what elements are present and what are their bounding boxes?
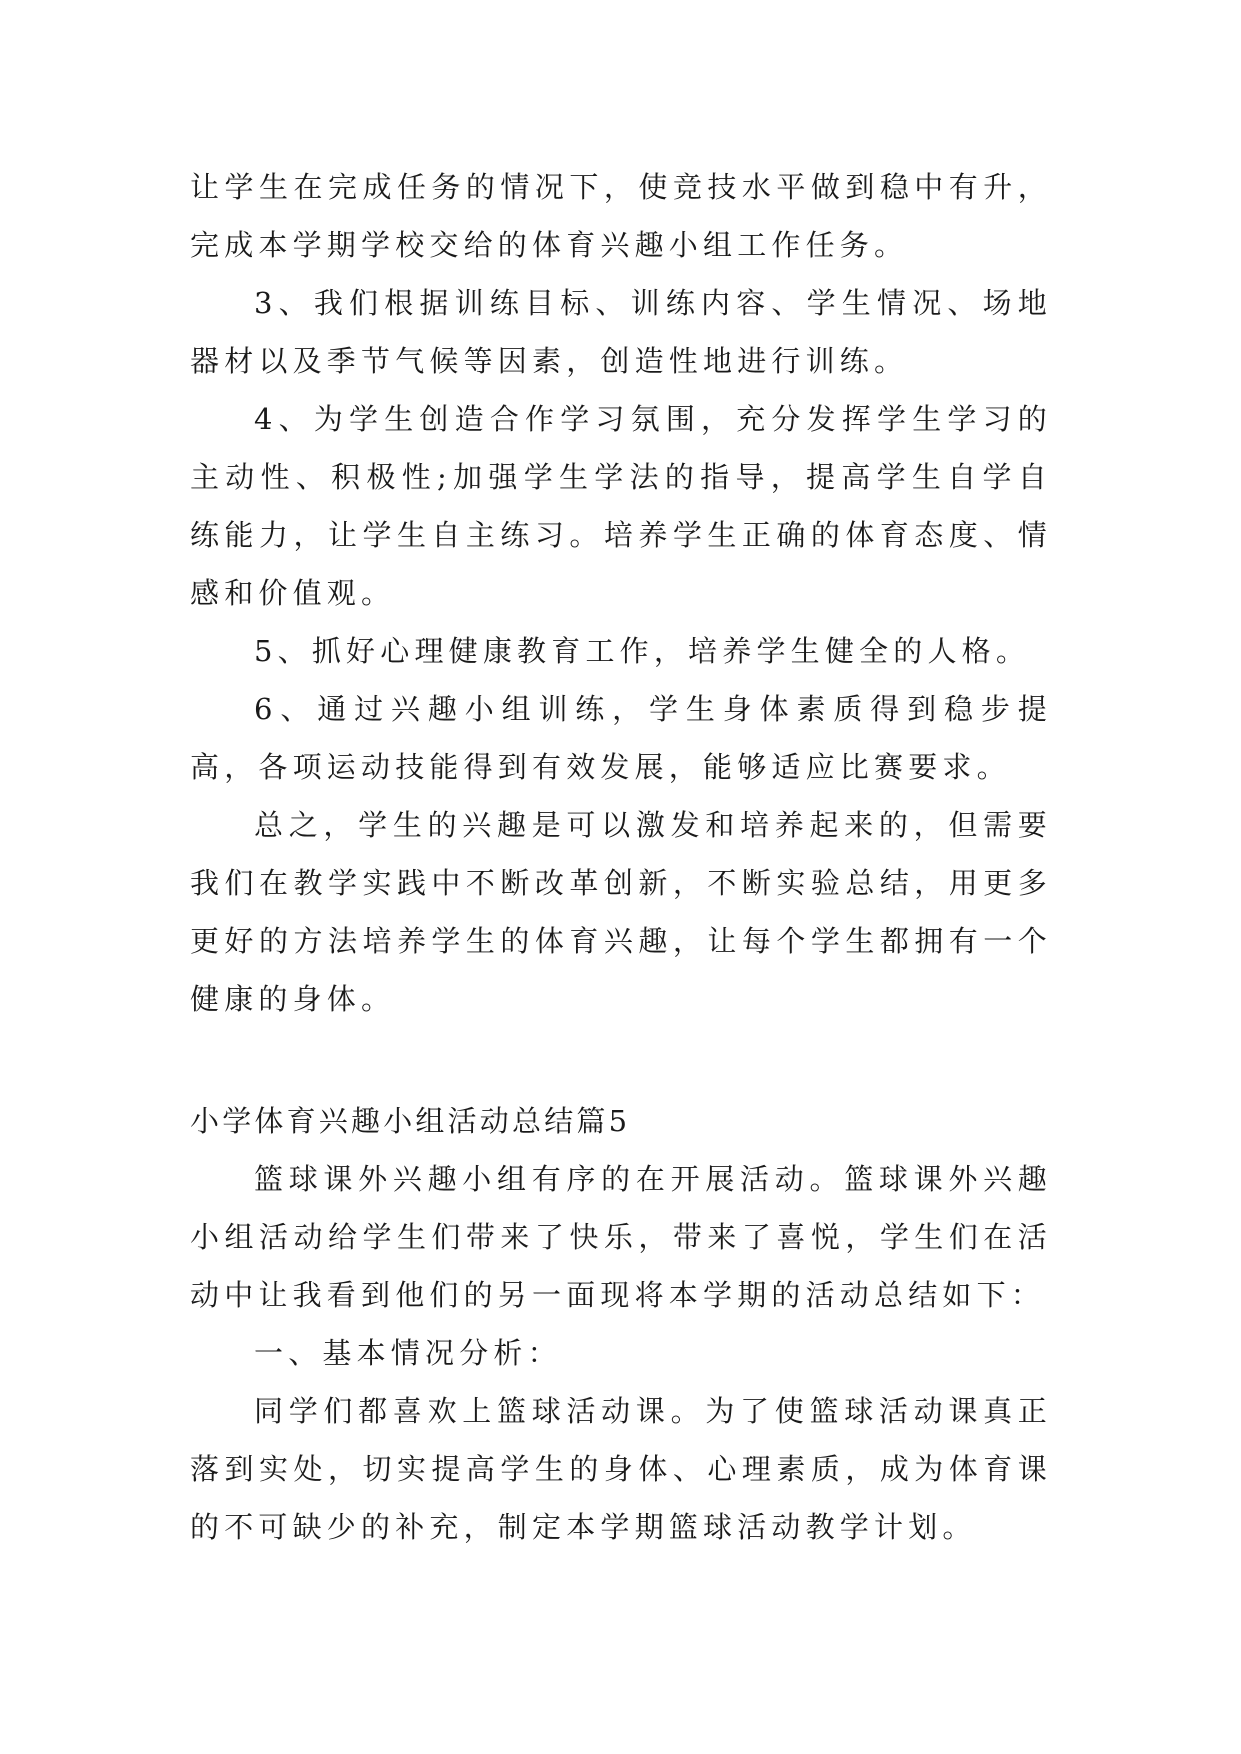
section-heading: 小学体育兴趣小组活动总结篇5 <box>190 1104 631 1138</box>
paragraph-item-4: 4、为学生创造合作学习氛围，充分发挥学生学习的主动性、积极性;加强学生学法的指导，提高学生自学自练能力，让学生自主练习。培养学生正确的体育态度、情感和价值观。 <box>190 402 1052 610</box>
document-page <box>190 158 1052 1556</box>
paragraph-item-6: 6、通过兴趣小组训练，学生身体素质得到稳步提高，各项运动技能得到有效发展，能够适应比赛要求。 <box>190 692 1052 784</box>
paragraph-item-3: 3、我们根据训练目标、训练内容、学生情况、场地器材以及季节气候等因素，创造性地进行训练。 <box>190 286 1052 378</box>
paragraph-analysis: 同学们都喜欢上篮球活动课。为了使篮球活动课真正落到实处，切实提高学生的身体、心理素质，成为体育课的不可缺少的补充，制定本学期篮球活动教学计划。 <box>190 1394 1052 1544</box>
paragraph-conclusion: 总之，学生的兴趣是可以激发和培养起来的，但需要我们在教学实践中不断改革创新，不断实验总结，用更多更好的方法培养学生的体育兴趣，让每个学生都拥有一个健康的身体。 <box>190 808 1052 1016</box>
paragraph-item-5: 5、抓好心理健康教育工作，培养学生健全的人格。 <box>254 634 1031 668</box>
paragraph-continuation: 让学生在完成任务的情况下，使竞技水平做到稳中有升，完成本学期学校交给的体育兴趣小组工作任务。 <box>190 170 1052 262</box>
paragraph-subheading: 一、基本情况分析： <box>254 1336 562 1370</box>
section-spacer <box>190 1028 1052 1092</box>
paragraph-intro: 篮球课外兴趣小组有序的在开展活动。篮球课外兴趣小组活动给学生们带来了快乐，带来了喜悦，学生们在活动中让我看到他们的另一面现将本学期的活动总结如下： <box>190 1162 1052 1312</box>
